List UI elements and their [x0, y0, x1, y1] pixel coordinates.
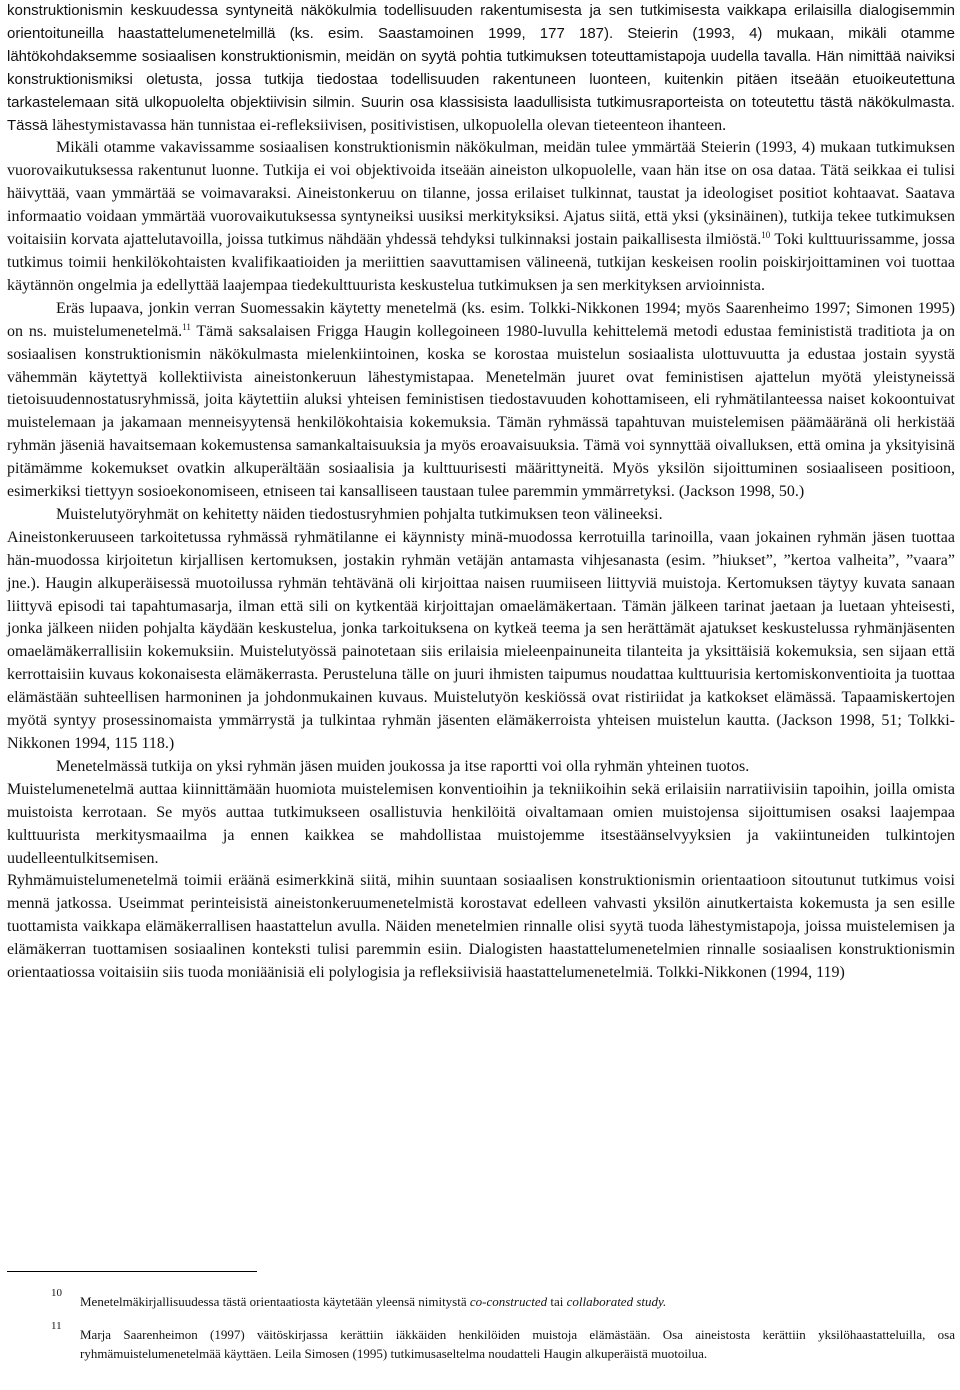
footnote	[7, 1287, 955, 1311]
footnote-reference: 11	[182, 321, 191, 332]
footnote-number: 11	[51, 1320, 62, 1332]
footnote-text	[80, 1327, 955, 1361]
paragraph	[7, 870, 955, 985]
paragraph	[7, 504, 955, 527]
text-run: Eräs lupaava, jonkin verran Suomessakin käytetty menetelmä (ks. esim. Tolkki-Nikkonen 1994; myös Saarenheimo 1997; Simonen 1995) on ns. muistelumenetelmä.	[7, 299, 955, 340]
text-run: Ryhmämuistelumenetelmä toimii eräänä esimerkkinä siitä, mihin suuntaan sosiaalisen konstruktionismin orientaatioon sitoutunut tutkimus voisi mennä jatkossa. Useimmat perinteisistä aineistonkeruumenetelmistä korostavat edelleen vahvasti yksilön ainutkertaista kokemusta ja sen esille tuottamista vaikkapa elämäkerrallisen haastattelun avulla. Näiden menetelmien rinnalle olisi syytä tuoda lähestymistapoja, joissa muistelemisen ja elämäkerran tuottamisen sosiaalinen konteksti tulisi paremmin esiin. Dialogisten haastattelumenetelmien rinnalle sosiaalisen konstruktionismin orientaatiossa voitaisiin siis tuoda moniäänisiä eli polylogisia ja refleksiivisiä haastattelumenetelmiä. Tolkki-Nikkonen (1994, 119)	[7, 872, 955, 982]
body-text	[7, 0, 955, 985]
paragraph	[7, 137, 955, 297]
paragraph	[7, 527, 955, 756]
text-run: lähestymistavassa hän tunnistaa ei-refleksiivisen, positivistisen, ulkopuolella olevan tieteenteon ihanteen.	[52, 116, 727, 134]
text-run: Menetelmässä tutkija on yksi ryhmän jäsen muiden joukossa ja itse raportti voi olla ryhmän yhteinen tuotos.	[56, 757, 750, 775]
italic-text: collaborated study.	[566, 1294, 667, 1309]
footnote-reference: 10	[761, 230, 771, 241]
text-run: Aineistonkeruuseen tarkoitetussa ryhmässä ryhmätilanne ei käynnisty minä-muodossa kerrotuilla tarinoilla, vaan jokainen ryhmän jäsen tuottaa hän-muodossa kirjoitetun kirjallisen kertomuksen, jostakin ryhmän vetäjän antamasta vihjesanasta (esim. ”hiukset”, ”kertoa valheita”, ”vaara” jne.). Haugin alkuperäisessä muotoilussa ryhmän tehtävänä oli kirjoittaa naisen ruumiiseen liittyviä muistoja. Kertomuksen täytyy kuvata sanaan liittyvä episodi tai tapahtumasarja, ilman että sili on kytkentää kirjoittajan omaelämäkertaan. Tämän jälkeen tarinat jaetaan ja luetaan yhteisesti, jonka jälkeen niiden pohjalta käydään keskustelua, jonka tarkoituksena on kytkeä teema ja sen herättämät ajatukset keskustelussa ryhmänjäsenten omaelämäkerrallisiin kokemuksiin. Muistelutyössä painotetaan siis erilaisia mieleenpainuneita tilanteita ja yksittäisiä kokemuksia, sen sijaan että kerrottaisiin kuvaus kokonaisesta elämäkerrasta. Perusteluna tälle on juuri ihmisten taipumus noudattaa kulttuurisia kertomiskonventioita ja tuottaa elämästään suhteellisen harmoninen ja johdonmukainen kuvaus. Muistelutyön keskiössä ovat ristiriidat ja katkokset elämässä. Tapaamiskertojen myötä syntyy prosessinomaista ymmärrystä ja tulkintaa ryhmän jäsenten elämäkerroista yhteisen muistelun kautta. (Jackson 1998, 51; Tolkki-Nikkonen 1994, 115 118.)	[7, 528, 955, 752]
paragraph	[7, 779, 955, 871]
footnotes	[7, 1287, 955, 1377]
text-run: Tämä saksalaisen Frigga Haugin kollegoineen 1980-luvulla kehittelemä metodi edustaa feminististä traditiota ja on sosiaalisen konstruktionismin näkökulmasta mielenkiintoinen, koska se korostaa muistelun sosiaalista ulottuvuutta ja edustaa jostain syystä vähemmän käytettyä kollektiivista aineistonkeruun lähestymistapaa. Menetelmän juuret ovat feministisen ajattelun myötä yleistyneissä tietoisuudennostatusryhmissä, joita käytettiin aluksi yhteisen feministisen tiedostavuuden kohottamiseen, eli ryhmätilanteessa naiset kokoontuivat muistelemaan ja jakamaan menneisyytensä henkilökohtaisia kokemuksia. Tämän ryhmässä tapahtuvan muistelemisen päämääränä oli herkistää ryhmän jäseniä havaitsemaan kokemustensa samankaltaisuuksia ja myös eroavaisuuksia. Tämä voi synnyttää oivalluksen, että omina ja yksityisinä pitämämme kokemukset ovatkin alkuperältään sosiaalisia ja kulttuurisesti määrittyneitä. Myös yksilön sijoittuminen sosiaaliseen positioon, esimerkiksi tiettyyn sosioekonomiseen, etniseen tai kansalliseen taustaan tulee paremmin ymmärretyksi. (Jackson 1998, 50.)	[7, 322, 955, 501]
footnote-text	[80, 1294, 666, 1309]
italic-text: co-constructed	[469, 1294, 548, 1309]
text-run: Muistelumenetelmä auttaa kiinnittämään huomiota muistelemisen konventioihin ja tekniikoihin sekä erilaisiin narratiivisiin tapoihin, joilla omista muistoista kerrotaan. Se myös auttaa tutkimukseen osallistuvia henkilöitä oivaltamaan omien muistojensa sijoittumisen osaksi laajempaa kulttuurista merkitysmaailma ja ennen kaikkea se mahdollistaa muistojemme itsestäänselvyyksien ja vakiintuneiden tulkintojen uudelleentulkitsemisen.	[7, 780, 955, 867]
footnote-number: 10	[51, 1287, 62, 1299]
text-run: Marja Saarenheimon (1997) väitöskirjassa kerättiin iäkkäiden henkilöiden muistoja elämästään. Osa aineistosta kerättiin yksilöhaastatteluilla, osa ryhmämuistelumenetelmää käyttäen. Leila Simosen (1995) tutkimusaseltelma noudatteli Haugin alkuperäistä muotoilua.	[80, 1327, 955, 1361]
footnote	[7, 1320, 955, 1363]
text-run: Menetelmäkirjallisuudessa tästä orientaatiosta käytetään yleensä nimitystä	[80, 1294, 470, 1309]
text-run: tai	[547, 1294, 567, 1309]
text-run: Mikäli otamme vakavissamme sosiaalisen konstruktionismin näkökulman, meidän tulee ymmärtää Steierin (1993, 4) mukaan tutkimuksen vuorovaikutuksessa rakentunut luonne. Tutkija ei voi objektivoida itseään aineiston ulkopuolelle, vaan hän itse on osa dataa. Tätä seikkaa ei tulisi häivyttää, vaan ymmärtää se voimavaraksi. Aineistonkeruu on tilanne, jossa erilaiset tulkinnat, taustat ja ideologiset positiot kohtaavat. Saatava informaatio voidaan ymmärtää vuorovaikutuksessa syntyneiksi uusiksi merkityksiksi. Ajatus siitä, että yksi (yksinäinen), tutkija tekee tutkimuksen voitaisiin korvata ajattelutavoilla, joissa tutkimus nähdään yhdessä tehdyksi tulkinnaksi jostain paikallisesta ilmiöstä.	[7, 139, 955, 249]
text-run: Muistelutyöryhmät on kehitetty näiden tiedostusryhmien pohjalta tutkimuksen teon välineeksi.	[56, 505, 663, 523]
paragraph	[7, 0, 955, 137]
paragraph	[7, 298, 955, 504]
footnote-separator	[7, 1271, 257, 1272]
text-run: konstruktionismin keskuudessa syntyneitä näkökulmia todellisuuden rakentumisesta ja sen tutkimisesta vaikkapa erilaisilla dialogisemmin orientoituneilla haastattelumenetelmillä (ks. esim. Saastamoinen 1999, 177 187). Steierin (1993, 4) mukaan, mikäli otamme lähtökohdaksemme sosiaalisen konstruktionismin, meidän on syytä pohtia tutkimuksen toteuttamistapoja uudella tavalla. Hän nimittää naiviksi konstruktionismiksi oletusta, jossa tutkija tiedostaa todellisuuden rakentuneen luonteen, kuitenkin pitäen itseään etuoikeutettuna tarkastelemaan sitä ulkopuolelta objektiivisin silmin. Suurin osa klassisista laadullisista tutkimusraporteista on toteutettu tästä näkökulmasta. Tässä	[7, 2, 955, 134]
text-run: Toki kulttuurissamme, jossa tutkimus toimii henkilökohtaisten kvalifikaatioiden ja meriittien saavuttamisen välineenä, tutkijan keskeisen roolin poiskirjoittaminen voi tuottaa käytännön ongelmia ja edellyttää laajempaa tiedekulttuurista keskustelua tutkimuksen ja sen merkityksen arvioinnista.	[7, 231, 955, 294]
paragraph	[7, 756, 955, 779]
